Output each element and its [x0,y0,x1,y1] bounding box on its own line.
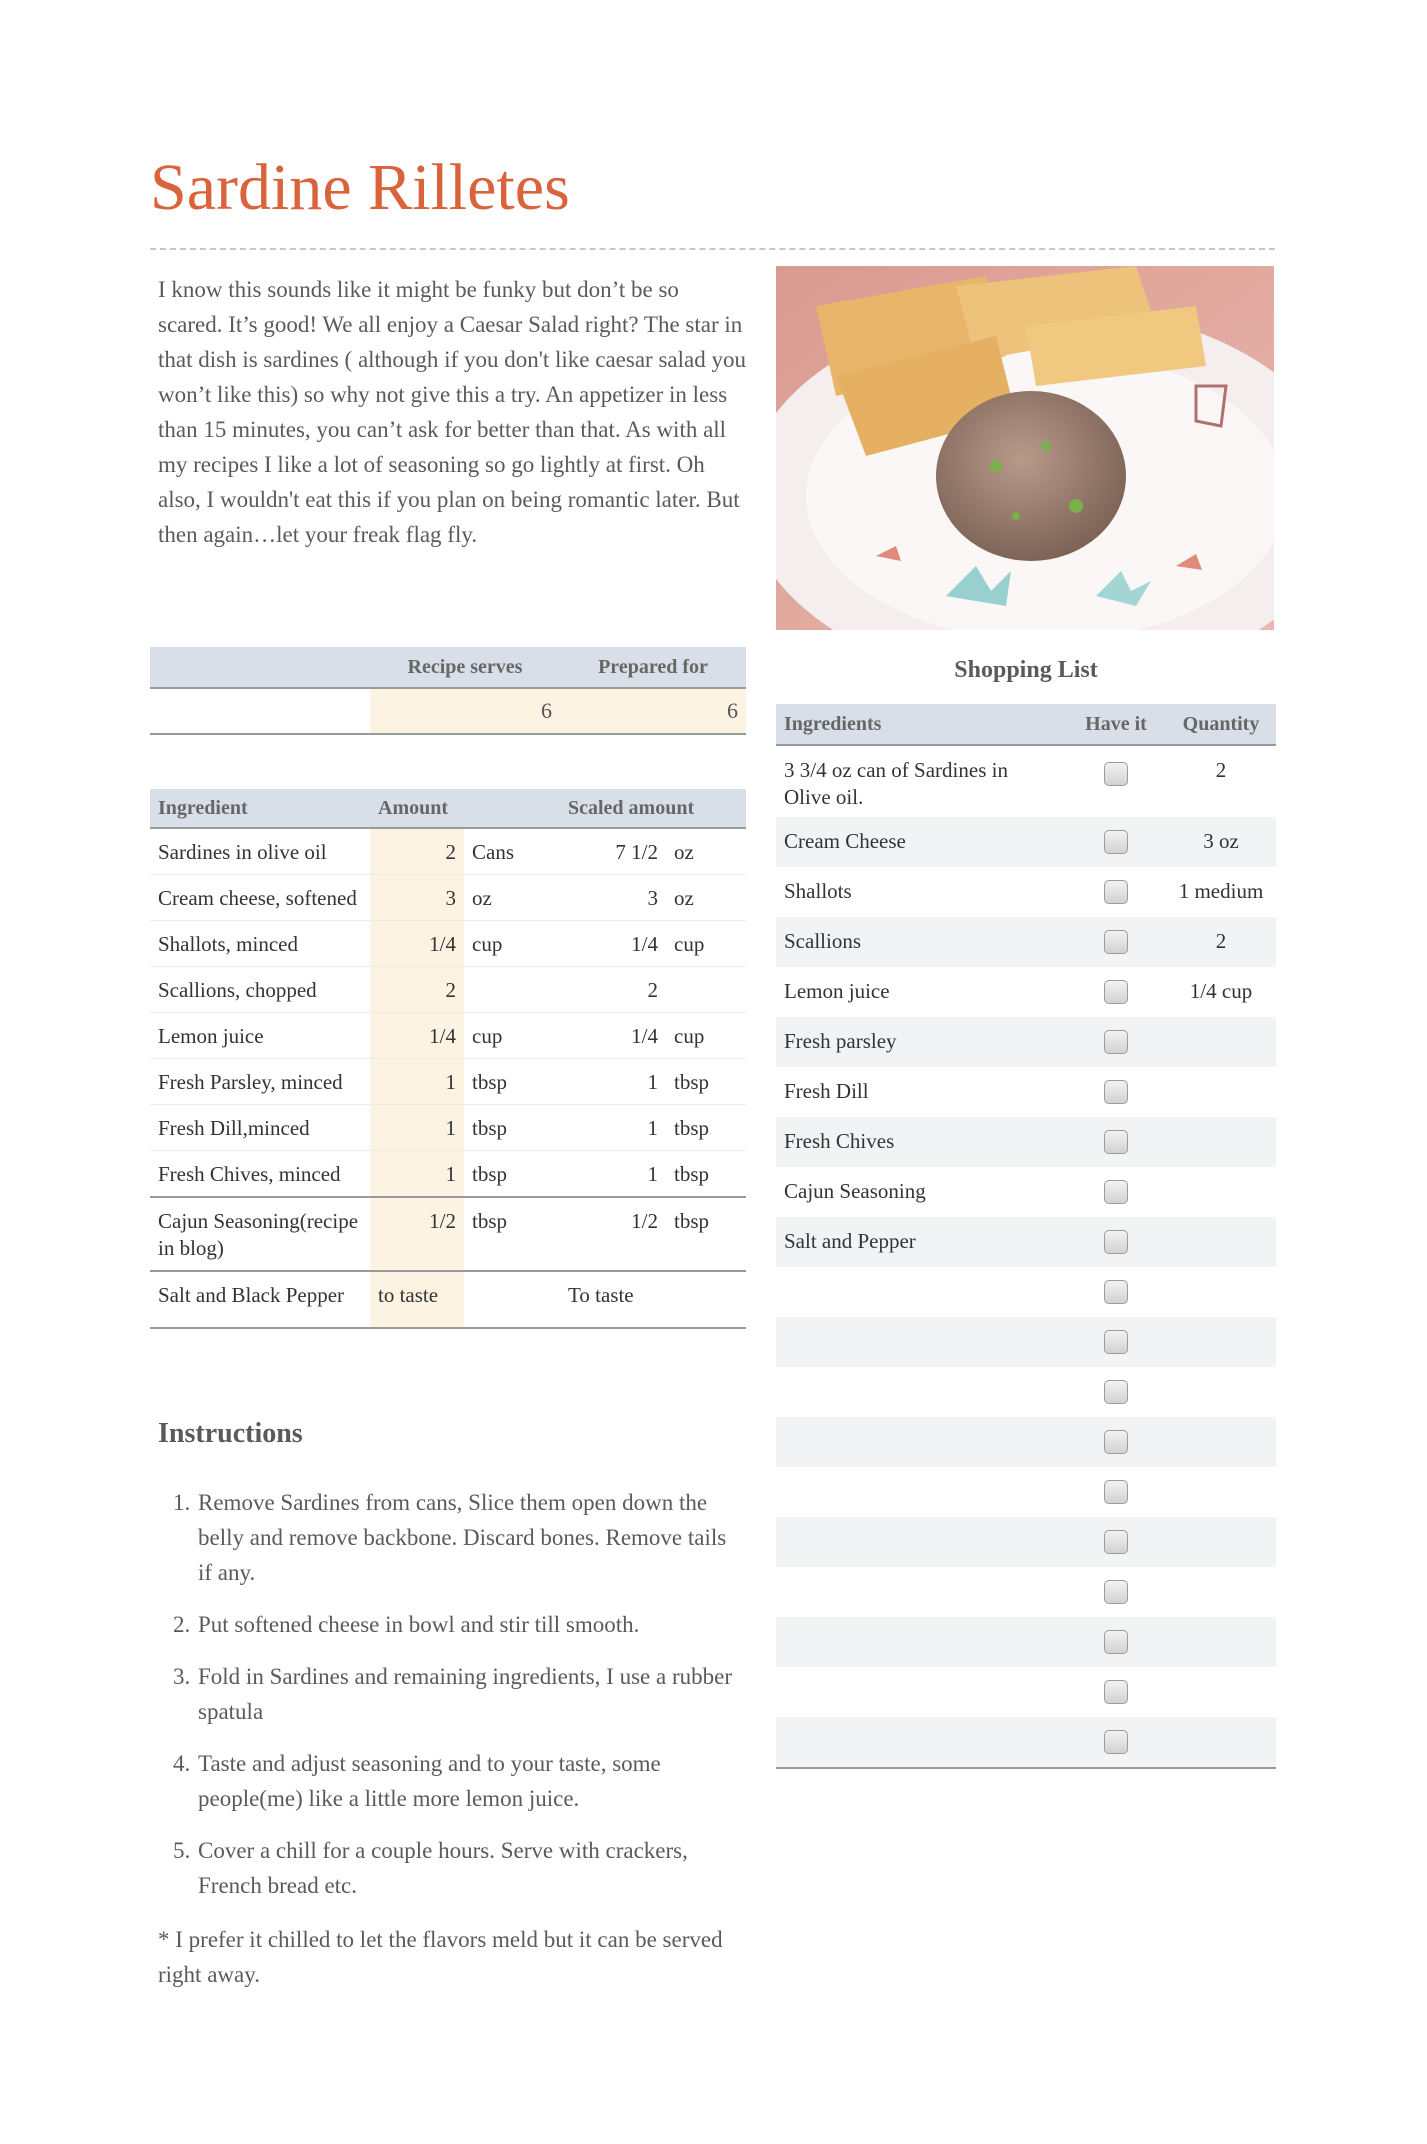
scaled-amount: 1 [560,1151,666,1198]
list-item [776,967,1276,1017]
recipe-title: Sardine Rilletes [150,151,570,224]
have-it-cell [1066,967,1166,1017]
have-it-checkbox[interactable] [1104,1630,1128,1654]
shopping-qty [1166,1617,1276,1667]
ingredients-table [150,789,746,1329]
title-divider [150,248,1275,250]
have-it-checkbox[interactable] [1104,1280,1128,1304]
list-item [776,1217,1276,1267]
list-item [776,1467,1276,1517]
instruction-step: 5. Cover a chill for a couple hours. Serve with crackers, French bread etc. [196,1833,738,1903]
have-it-cell [1066,1717,1166,1768]
shopping-qty [1166,1717,1276,1768]
scaled-unit: cup [666,1013,746,1059]
shopping-qty [1166,1417,1276,1467]
shopping-item [776,1667,1066,1717]
ingredient-unit [464,967,560,1013]
ingredient-unit: Cans [464,828,560,875]
shopping-qty [1166,1017,1276,1067]
serves-blank-cell [150,688,370,734]
serves-table [150,647,746,735]
have-it-checkbox[interactable] [1104,1180,1128,1204]
scaled-amount: To taste [560,1271,746,1328]
have-it-cell [1066,1167,1166,1217]
ingredient-name: Fresh Chives, minced [150,1151,370,1198]
ingredient-name: Salt and Black Pepper [150,1271,370,1328]
scaled-amount: 2 [560,967,666,1013]
have-it-cell [1066,917,1166,967]
shopping-item: Fresh parsley [776,1017,1066,1067]
ingredient-amount: 1 [370,1059,464,1105]
have-it-checkbox[interactable] [1104,1680,1128,1704]
have-it-cell [1066,745,1166,817]
shopping-ingredients-header: Ingredients [776,704,1066,745]
ingredient-unit [464,1271,560,1328]
scaled-amount: 1 [560,1105,666,1151]
list-item [776,1717,1276,1768]
table-row [150,1271,746,1328]
shopping-item [776,1317,1066,1367]
shopping-qty [1166,1067,1276,1117]
ingredient-name: Cream cheese, softened [150,875,370,921]
serves-blank-header [150,647,370,688]
shopping-qty [1166,1217,1276,1267]
list-item [776,1117,1276,1167]
shopping-qty [1166,1667,1276,1717]
table-row [150,1105,746,1151]
scaled-unit: cup [666,921,746,967]
have-it-cell [1066,1267,1166,1317]
scaled-amount: 3 [560,875,666,921]
ingredient-amount: to taste [370,1271,464,1328]
scaled-unit: tbsp [666,1059,746,1105]
shopping-item: Cream Cheese [776,817,1066,867]
have-it-checkbox[interactable] [1104,830,1128,854]
have-it-checkbox[interactable] [1104,1080,1128,1104]
ingredient-unit: oz [464,875,560,921]
ingredient-unit: tbsp [464,1151,560,1198]
table-row [150,1197,746,1271]
scaled-amount: 1/4 [560,921,666,967]
recipe-serves-header: Recipe serves [370,647,560,688]
table-row [150,921,746,967]
have-it-checkbox[interactable] [1104,980,1128,1004]
ingredient-name: Scallions, chopped [150,967,370,1013]
list-item [776,1667,1276,1717]
have-it-checkbox[interactable] [1104,1480,1128,1504]
instruction-step: 4. Taste and adjust seasoning and to your taste, some people(me) like a little more lemon juice. [196,1746,738,1816]
list-item [776,1617,1276,1667]
shopping-qty: 3 oz [1166,817,1276,867]
scaled-amount: 1/2 [560,1197,666,1271]
have-it-checkbox[interactable] [1104,1130,1128,1154]
have-it-checkbox[interactable] [1104,1230,1128,1254]
have-it-cell [1066,1217,1166,1267]
ingredient-amount: 2 [370,967,464,1013]
ingredient-unit: tbsp [464,1059,560,1105]
ingredient-unit: cup [464,921,560,967]
ingredient-amount: 1 [370,1105,464,1151]
list-item [776,1267,1276,1317]
quantity-header: Quantity [1166,704,1276,745]
list-item [776,745,1276,817]
scaled-amount: 1/4 [560,1013,666,1059]
list-item [776,817,1276,867]
recipe-serves-value[interactable]: 6 [370,688,560,734]
ingredient-name: Lemon juice [150,1013,370,1059]
ingredient-amount: 1/2 [370,1197,464,1271]
shopping-qty [1166,1567,1276,1617]
have-it-checkbox[interactable] [1104,1580,1128,1604]
shopping-item: Fresh Dill [784,1079,869,1103]
have-it-checkbox[interactable] [1104,1730,1128,1754]
have-it-checkbox[interactable] [1104,1530,1128,1554]
have-it-checkbox[interactable] [1104,1430,1128,1454]
shopping-item [776,1367,1066,1417]
shopping-qty: 1/4 cup [1189,979,1253,1003]
shopping-item [776,1417,1066,1467]
table-row [150,1013,746,1059]
ingredient-header: Ingredient [150,789,370,828]
shopping-item [776,1467,1066,1517]
scaled-unit [666,967,746,1013]
shopping-qty [1166,1167,1276,1217]
scaled-unit: oz [666,875,746,921]
have-it-cell [1066,1417,1166,1467]
instruction-step: 1. Remove Sardines from cans, Slice them open down the belly and remove backbone. Discard bones. Remove tails if any. [196,1485,738,1590]
ingredient-name: Fresh Dill,minced [150,1105,370,1151]
intro-paragraph: I know this sounds like it might be funky but don’t be so scared. It’s good! We all enjoy a Caesar Salad right? The star in that dish is sardines ( although if you don't like caesar salad you won’t like this) so why not give this a try. An appetizer in less than 15 minutes, you can’t ask for better than that. As with all my recipes I like a lot of seasoning so go lightly at first. Oh also, I wouldn't eat this if you plan on being romantic later. But then again…let your freak flag fly. [158,277,746,547]
shopping-item: 3 3/4 oz can of Sardines in Olive oil. [784,758,1008,809]
have-it-cell [1066,1567,1166,1617]
shopping-item [776,1267,1066,1317]
ingredient-unit: cup [464,1013,560,1059]
shopping-qty: 1 medium [1178,879,1264,903]
shopping-qty [1166,1317,1276,1367]
have-it-cell [1066,1467,1166,1517]
scaled-amount: 7 1/2 [560,828,666,875]
shopping-item [776,1617,1066,1667]
table-row [150,967,746,1013]
shopping-qty [1166,1117,1276,1167]
scaled-amount-header: Scaled amount [560,789,746,828]
have-it-checkbox[interactable] [1104,930,1128,954]
ingredient-name: Fresh Parsley, minced [150,1059,370,1105]
have-it-cell [1066,1067,1166,1117]
ingredient-unit: tbsp [464,1197,560,1271]
shopping-item [776,1517,1066,1567]
list-item [776,1067,1276,1117]
ingredient-amount: 1/4 [370,1013,464,1059]
have-it-cell [1066,817,1166,867]
shopping-qty: 2 [1166,917,1276,967]
shopping-item [776,1717,1066,1768]
recipe-photo [776,266,1274,630]
shopping-qty [1166,1467,1276,1517]
instructions-heading: Instructions [158,1418,303,1449]
shopping-qty [1166,1517,1276,1567]
have-it-cell [1066,1117,1166,1167]
table-row [150,828,746,875]
list-item [776,1017,1276,1067]
scaled-amount: 1 [560,1059,666,1105]
instruction-step: 3. Fold in Sardines and remaining ingredients, I use a rubber spatula [196,1659,738,1729]
ingredient-amount: 2 [370,828,464,875]
instructions-list [158,1485,738,1920]
have-it-checkbox[interactable] [1104,762,1128,786]
have-it-checkbox[interactable] [1104,1330,1128,1354]
shopping-item [776,1567,1066,1617]
instruction-step: 2. Put softened cheese in bowl and stir till smooth. [196,1607,738,1642]
instructions-note: * I prefer it chilled to let the flavors meld but it can be served right away. [158,1927,723,1987]
prepared-for-header: Prepared for [560,647,746,688]
ingredient-name: Shallots, minced [150,921,370,967]
shopping-item: Fresh Chives [776,1117,1066,1167]
list-item [776,867,1276,917]
ingredient-name: Sardines in olive oil [150,828,370,875]
shopping-item: Cajun Seasoning [784,1179,926,1203]
have-it-cell [1066,1617,1166,1667]
ingredient-unit: tbsp [464,1105,560,1151]
shopping-item: Salt and Pepper [776,1217,1066,1267]
ingredient-amount: 1/4 [370,921,464,967]
shopping-item: Shallots [784,879,852,903]
list-item [776,1317,1276,1367]
scaled-unit: tbsp [666,1105,746,1151]
shopping-item: Scallions [776,917,1066,967]
shopping-list-table [776,704,1276,1769]
ingredient-amount: 1 [370,1151,464,1198]
list-item [776,1417,1276,1467]
scaled-unit: oz [666,828,746,875]
have-it-checkbox[interactable] [1104,1380,1128,1404]
ingredient-amount: 3 [370,875,464,921]
list-item [776,1517,1276,1567]
list-item [776,1167,1276,1217]
shopping-qty: 2 [1215,758,1227,782]
list-item [776,1367,1276,1417]
have-it-header: Have it [1066,704,1166,745]
have-it-cell [1066,867,1166,917]
ingredient-name: Cajun Seasoning(recipe in blog) [150,1197,370,1271]
have-it-cell [1066,1667,1166,1717]
have-it-cell [1066,1517,1166,1567]
shopping-list-title: Shopping List [954,657,1098,683]
scaled-unit: tbsp [666,1151,746,1198]
shopping-qty [1166,1267,1276,1317]
have-it-checkbox[interactable] [1104,1030,1128,1054]
shopping-item: Lemon juice [784,979,890,1003]
table-row [150,1151,746,1198]
shopping-qty [1166,1367,1276,1417]
table-row [150,1059,746,1105]
scaled-unit: tbsp [666,1197,746,1271]
list-item [776,1567,1276,1617]
have-it-cell [1066,1017,1166,1067]
have-it-cell [1066,1367,1166,1417]
have-it-checkbox[interactable] [1104,880,1128,904]
list-item [776,917,1276,967]
table-row [150,875,746,921]
have-it-cell [1066,1317,1166,1367]
amount-header: Amount [370,789,560,828]
prepared-for-value[interactable]: 6 [560,688,746,734]
